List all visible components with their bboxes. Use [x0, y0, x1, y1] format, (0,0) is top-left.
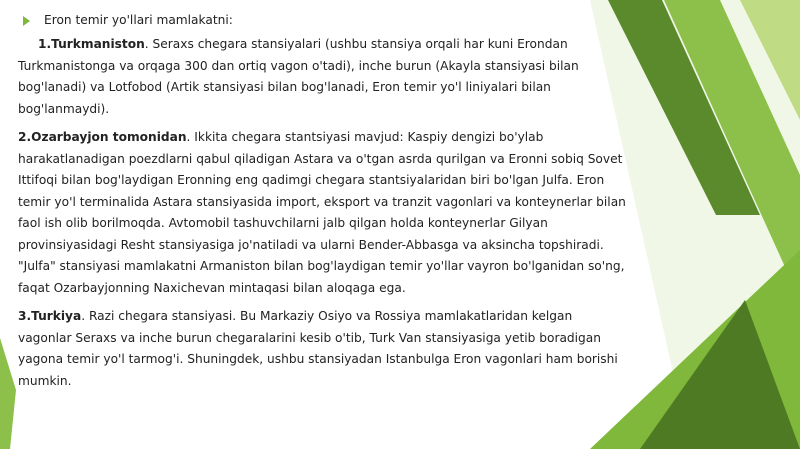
section-text: . Seraxs chegara stansiyalari (ushbu stansiya orqali har kuni Erondan Turkmanistonga va orqaga 300 dan ortiq vagon o'tadi), inche burun (Akayla stansiyasi bilan bog'lanadi) va Lotfobod (Artik stansiyasi bilan bog'lanadi, Eron temir yo'l liniyalari bilan bog'lanmaydi).	[18, 37, 579, 116]
section-heading: 2.Ozarbayjon tomonidan	[18, 130, 187, 144]
section-text: . Ikkita chegara stantsiyasi mavjud: Kaspiy dengizi bo'ylab harakatlanadigan poezdlarni qabul qiladigan Astara va o'tgan asrda qurilgan va Eronni sobiq Sovet Ittifoqi bilan bog'laydigan Eronning eng qadimgi chegara stantsiyalaridan biri bo'lgan Julfa. Eron temir yo'l terminalida Astara stansiyasida import, eksport va tranzit vagonlari va konteynerlar bilan faol ish olib borilmoqda. Avtomobil tashuvchilarni jalb qilgan holda konteynerlar Gilyan provinsiyasidagi Resht stansiyasiga jo'natiladi va ularni Bender-Abbasga va aksincha topshiradi. "Julfa" stansiyasi mamlakatni Armaniston bilan bog'laydigan temir yo'llar vayron bo'lganidan so'ng, faqat Ozarbayjonning Naxichevan mintaqasi bilan aloqaga ega.	[18, 130, 626, 295]
section-heading: 1.Turkmaniston	[38, 37, 145, 51]
section-turkiya	[18, 306, 628, 392]
triangle-bullet-icon	[23, 16, 30, 26]
deco-left-green-corner	[0, 338, 16, 449]
section-text: . Razi chegara stansiyasi. Bu Markaziy Osiyo va Rossiya mamlakatlaridan kelgan vagonlar Seraxs va inche burun chegaralarini kesib o'tib, Turk Van stansiyasiga yetib boradigan yagona temir yo'l tarmog'i. Shuningdek, ushbu stansiyadan Istanbulga Eron vagonlari ham borishi mumkin.	[18, 309, 618, 388]
content-area	[18, 10, 628, 399]
section-heading: 3.Turkiya	[18, 309, 82, 323]
section-turkmaniston	[18, 34, 628, 120]
bullet-line	[18, 10, 628, 32]
bullet-text: Eron temir yo'llari mamlakatni:	[44, 13, 233, 28]
section-ozarbayjon	[18, 127, 628, 299]
